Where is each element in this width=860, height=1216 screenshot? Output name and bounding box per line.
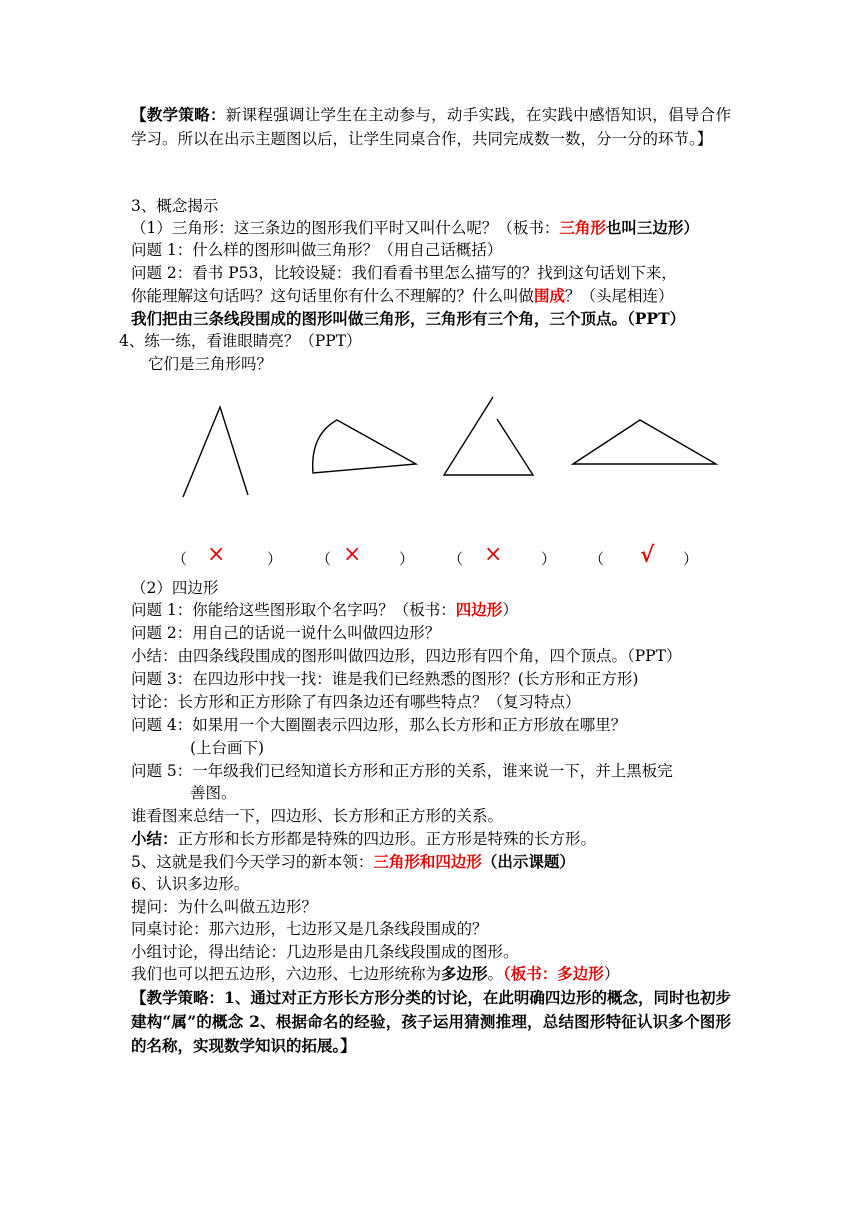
strategy-2-text: 【教学策略：1、通过对正方形长方形分类的讨论，在此明确四边形的概念，同时也初步建构“属”的概念 2、根据命名的经验，孩子运用猜测推理，总结图形特征认识多个图形的名称，实现数学知识的拓展。】 bbox=[131, 988, 731, 1055]
paren-open-4: （ bbox=[589, 550, 605, 568]
section4-prompt: 它们是三角形吗？ bbox=[148, 355, 273, 373]
section6-group: 小组讨论，得出结论：几边形是由几条线段围成的图形。 bbox=[131, 943, 519, 961]
quad-question-5-line2: 善图。 bbox=[190, 784, 237, 802]
triangle-question: （1）三角形：这三条边的图形我们平时又叫什么呢？（板书：三角形也叫三边形） bbox=[131, 218, 699, 237]
quad-question-3: 问题 3：在四边形中找一找：谁是我们已经熟悉的图形？(长方形和正方形) bbox=[131, 670, 639, 688]
triangle-definition: 我们把由三条线段围成的图形叫做三角形，三角形有三个角，三个顶点。（PPT） bbox=[131, 309, 686, 328]
term-enclose: 围成 bbox=[534, 286, 566, 305]
quad-summary-2: 小结：正方形和长方形都是特殊的四边形。正方形是特殊的长方形。 bbox=[131, 829, 597, 848]
shape-triangle bbox=[573, 420, 716, 464]
strategy-paragraph-1 bbox=[131, 103, 731, 151]
quad-relation: 谁看图来总结一下，四边形、长方形和正方形的关系。 bbox=[131, 807, 504, 825]
quad-question-1: 问题 1：你能给这些图形取个名字吗？（板书：四边形） bbox=[131, 600, 518, 619]
paren-open-1: （ bbox=[172, 550, 188, 568]
shape-open-angle bbox=[183, 407, 248, 497]
practice-shapes bbox=[0, 380, 860, 510]
strategy-paragraph-2 bbox=[131, 986, 731, 1058]
section3-heading: 3、概念揭示 bbox=[131, 197, 219, 215]
question-1: 问题 1：什么样的图形叫做三角形？（用自己话概括） bbox=[131, 241, 503, 259]
cross-mark-1: × bbox=[207, 542, 226, 567]
section5-line: 5、这就是我们今天学习的新本领：三角形和四边形（出示课题） bbox=[131, 852, 575, 871]
cross-mark-2: × bbox=[343, 542, 362, 567]
quad-discussion: 讨论：长方形和正方形除了有四条边还有哪些特点？（复习特点） bbox=[131, 693, 581, 711]
quad-question-4-note: (上台画下) bbox=[190, 739, 265, 757]
section4-heading: 4、练一练，看谁眼睛亮？（PPT） bbox=[119, 332, 362, 350]
lesson-title: 三角形和四边形 bbox=[373, 852, 482, 871]
paren-close-2: ） bbox=[399, 550, 415, 568]
quad-summary: 小结：由四条线段围成的图形叫做四边形，四边形有四个角，四个顶点。（PPT） bbox=[131, 647, 682, 665]
section6-heading: 6、认识多边形。 bbox=[131, 875, 250, 893]
paren-open-2: （ bbox=[316, 550, 332, 568]
section6-conclusion: 我们也可以把五边形，六边形、七边形统称为多边形。（板书：多边形） bbox=[131, 964, 620, 983]
strategy-label: 【教学策略： bbox=[131, 105, 226, 124]
paren-close-3: ） bbox=[541, 550, 557, 568]
board-polygon: （板书：多边形 bbox=[503, 964, 604, 983]
answer-row bbox=[0, 542, 860, 570]
strategy-text: 新课程强调让学生在主动参与，动手实践，在实践中感悟知识，倡导合作学习。所以在出示主题图以后，让学生同桌合作，共同完成数一数，分一分的环节。】 bbox=[131, 106, 731, 148]
paren-close-4: ） bbox=[683, 550, 699, 568]
quad-question-5-line1: 问题 5：一年级我们已经知道长方形和正方形的关系，谁来说一下，并上黑板完 bbox=[131, 762, 673, 780]
board-quadrilateral: 四边形 bbox=[455, 600, 503, 619]
cross-mark-3: × bbox=[484, 542, 503, 567]
check-mark: √ bbox=[640, 542, 655, 568]
shape-unclosed-triangle bbox=[444, 397, 533, 475]
quad-question-2: 问题 2：用自己的话说一说什么叫做四边形？ bbox=[131, 624, 441, 642]
board-triangle: 三角形 bbox=[559, 218, 606, 237]
quad-question-4: 问题 4：如果用一个大圈圈表示四边形，那么长方形和正方形放在哪里？ bbox=[131, 716, 627, 734]
paren-close-1: ） bbox=[267, 550, 283, 568]
question-2-line2: 你能理解这句话吗？这句话里你有什么不理解的？什么叫做围成？（头尾相连） bbox=[131, 286, 674, 305]
quad-heading: （2）四边形 bbox=[131, 579, 219, 597]
question-2-line1: 问题 2：看书 P53，比较设疑：我们看看书里怎么描写的？找到这句话划下来， bbox=[131, 264, 677, 282]
shape-curved-sector bbox=[313, 420, 416, 473]
section6-ask: 提问：为什么叫做五边形？ bbox=[131, 898, 318, 916]
section6-pair: 同桌讨论：那六边形，七边形又是几条线段围成的？ bbox=[131, 920, 488, 938]
term-polygon: 多边形 bbox=[441, 964, 488, 983]
paren-open-3: （ bbox=[448, 550, 464, 568]
